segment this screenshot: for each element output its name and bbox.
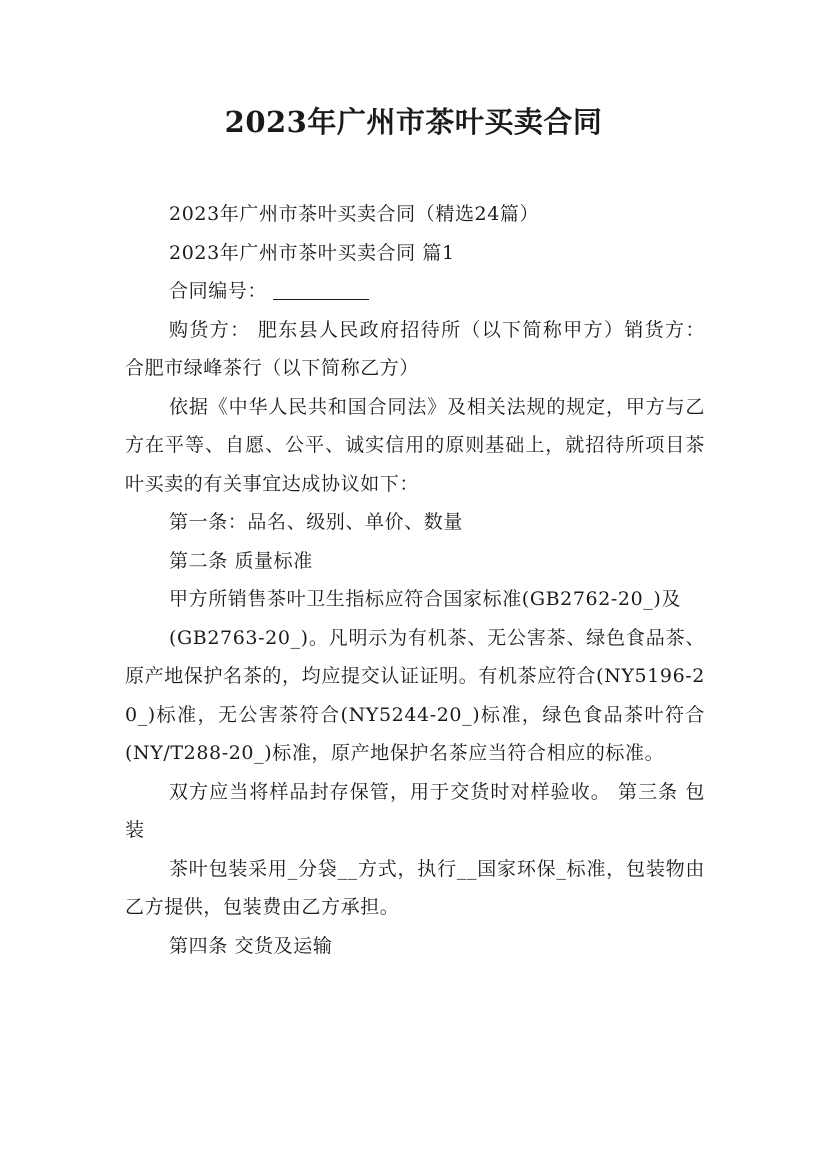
- contract-number-label: 合同编号：: [169, 280, 268, 302]
- paragraph-collection-title: 2023年广州市茶叶买卖合同（精选24篇）: [169, 203, 540, 225]
- paragraph-parties: 购货方： 肥东县人民政府招待所（以下简称甲方）销货方： 合肥市绿峰茶行（以下简称乙方）: [125, 318, 705, 379]
- paragraph-packaging: 茶叶包装采用_分袋__方式，执行__国家环保_标准，包装物由乙方提供，包装费由乙方承担。: [125, 857, 705, 918]
- document-title: 2023年广州市茶叶买卖合同: [224, 105, 603, 139]
- paragraph-clause-2: 第二条 质量标准: [169, 549, 313, 572]
- paragraph-preamble: 依据《中华人民共和国合同法》及相关法规的规定，甲方与乙方在平等、自愿、公平、诚实信用的原则基础上，就招待所项目茶叶买卖的有关事宜达成协议如下：: [125, 395, 705, 495]
- paragraph-clause-4: 第四条 交货及运输: [169, 934, 333, 957]
- paragraph-contract-number: [125, 272, 705, 311]
- contract-number-blank: [273, 279, 369, 300]
- paragraph-clause-1: 第一条：品名、级别、单价、数量: [169, 511, 464, 533]
- paragraph-certification: (GB2763-20_)。凡明示为有机茶、无公害茶、绿色食品茶、原产地保护名茶的，均应提交认证证明。有机茶应符合(NY5196-20_)标准，无公害茶符合(NY5244-20_)标准，绿色食品茶叶符合(NY/T288-20_)标准，原产地保护名茶应当符合相应的标准。: [125, 626, 705, 764]
- paragraph-article-heading: 2023年广州市茶叶买卖合同 篇1: [169, 241, 455, 264]
- document-body: [125, 195, 705, 965]
- paragraph-samples: 双方应当将样品封存保管，用于交货时对样验收。 第三条 包装: [125, 780, 705, 841]
- paragraph-quality-standard: 甲方所销售茶叶卫生指标应符合国家标准(GB2762-20_)及: [169, 588, 682, 610]
